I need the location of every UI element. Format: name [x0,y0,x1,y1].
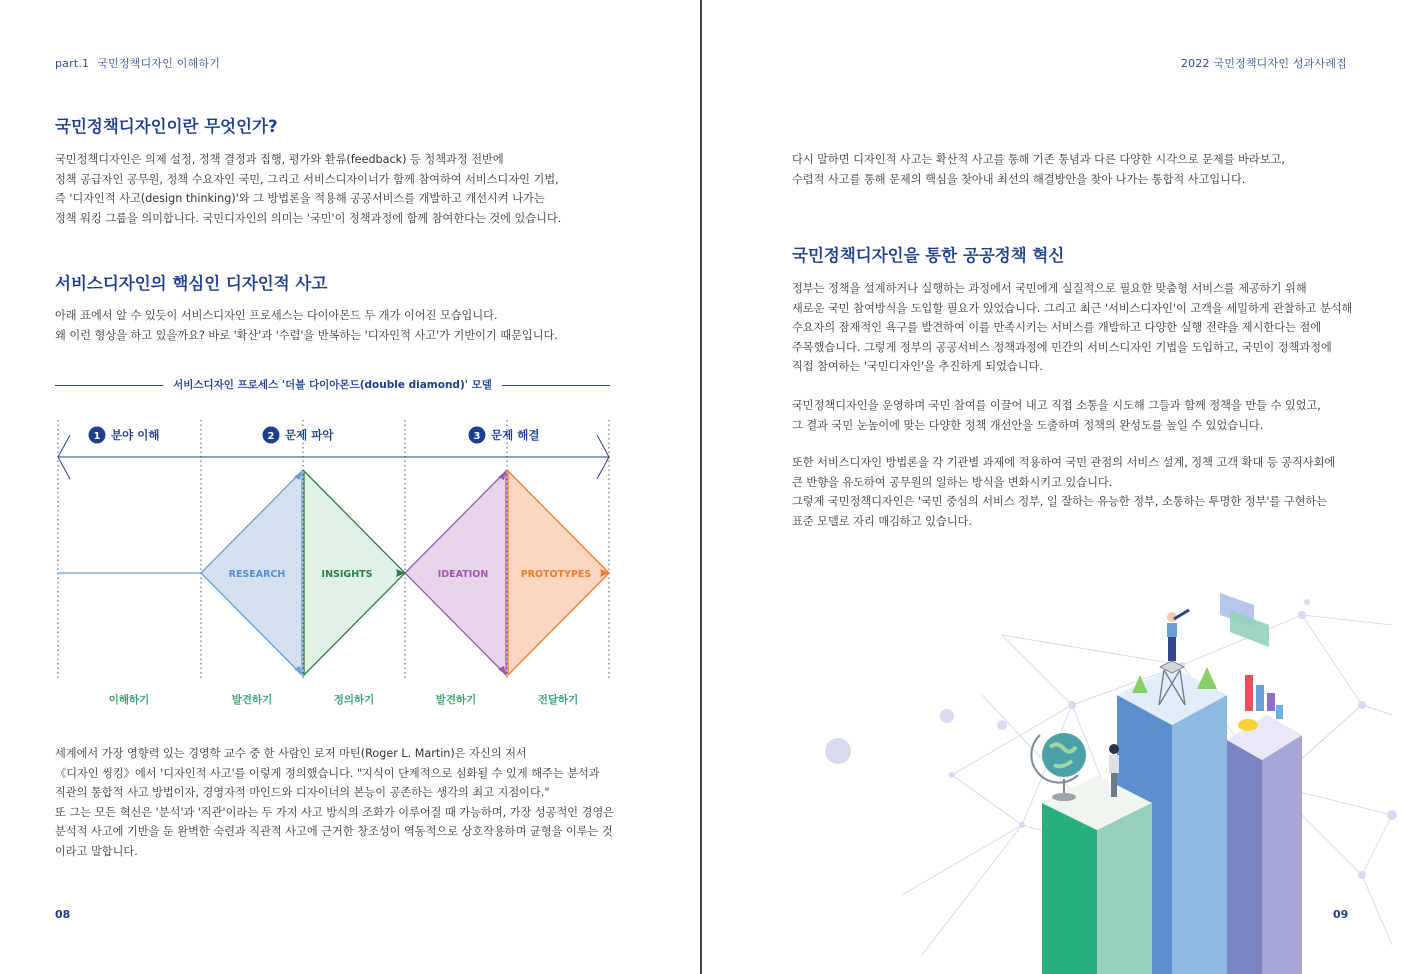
left-page [0,0,700,974]
phase-number: 2 [267,431,275,442]
mini-bar [1267,693,1275,711]
bar-green-front [1097,803,1152,974]
body-line: 새로운 국민 참여방식을 도입할 필요가 있었습니다. 그리고 최근 '서비스디자인'이 고객을 세밀하게 관찰하고 분석해 [792,301,1353,315]
innovation-paragraph-1 [792,279,1352,377]
body-line: 또한 서비스디자인 방법론을 각 기관별 과제에 적용하여 국민 관점의 서비스 설계, 정책 고객 확대 등 공직사회에 [792,456,1336,469]
bar-blue-front [1172,695,1227,974]
stage-label: 발견하기 [435,694,477,706]
body-line: 《디자인 씽킹》에서 '디자인적 사고'를 이렇게 정의했습니다. "지식이 단계적으로 심화될 수 있게 해주는 분석과 [55,766,600,780]
network-node [1019,822,1025,828]
body-line: 세계에서 가장 영향력 있는 경영학 교수 중 한 사람인 로저 마틴(Roger L. Martin)은 자신의 저서 [55,747,527,760]
body-line: 국민정책디자인을 운영하며 국민 참여를 이끌어 내고 직접 소통을 시도해 그들과 함께 정책을 만들 수 있었고, [792,399,1321,412]
person-shirt [1109,755,1119,773]
running-head-right: 2022 국민정책디자인 성과사례집 [1180,57,1347,70]
phase-3 [469,427,540,444]
bar-purple-side [1227,740,1262,974]
section-body-design-thinking [55,306,558,345]
body-line: 정책 공급자인 공무원, 정책 수요자인 국민, 그리고 서비스디자이너가 함께 참여하여 서비스디자인 기법, [55,172,559,186]
body-line: 수요자의 잠재적인 욕구를 발견하여 이를 만족시키는 서비스를 개발하고 다양한 실행 전략을 제시한다는 점에 [792,321,1321,334]
network-node [1298,611,1306,619]
stage-label: 정의하기 [333,694,375,706]
body-line: 국민정책디자인은 의제 설정, 정책 결정과 집행, 평가와 환류(feedback) 등 정책과정 전반에 [55,153,504,166]
body-line: 큰 반향을 유도하여 공무원의 일하는 방식을 변화시키고 있습니다. [792,475,1113,489]
phase-1 [89,427,160,444]
network-node [940,709,954,723]
bar-green-side [1042,803,1097,974]
diagram-title [55,377,610,393]
person-with-telescope [1167,610,1189,661]
body-line: 또 그는 모든 혁신은 '분석'과 '직관'이라는 두 가지 사고 방식의 조화가 이루어질 때 가능하며, 가장 성공적인 경영은 [55,805,615,819]
body-line: 정부는 정책을 설계하거나 실행하는 과정에서 국민에게 실질적으로 필요한 맞춤형 서비스를 제공하기 위해 [792,282,1307,295]
mini-pie-piece [1238,719,1258,731]
body-line: 수렴적 사고를 통해 문제의 핵심을 찾아내 최선의 해결방안을 찾아 나가는 통합적 사고입니다. [792,172,1246,186]
diagram-title-text: 서비스디자인 프로세스 '더블 다이아몬드(double diamond)' 모델 [163,379,502,391]
body-line: 다시 말하면 디자인적 사고는 확산적 사고를 통해 기존 통념과 다른 다양한 시각으로 문제를 바라보고, [792,153,1285,166]
ideation-label: IDEATION [437,569,489,580]
body-line: 주목했습니다. 그렇게 정부의 공공서비스 정책과정에 민간의 서비스디자인 기법을 도입하고, 국민이 정책과정에 [792,340,1332,354]
section-title-innovation: 국민정책디자인을 통한 공공정책 혁신 [792,246,1065,265]
innovation-paragraph-2 [792,396,1321,435]
running-head-title: 국민정책디자인 이해하기 [97,57,221,70]
stage-label: 발견하기 [231,694,273,706]
intro-paragraph [792,150,1285,189]
phase-2 [263,427,335,444]
phase-label: 분야 이해 [111,428,160,442]
network-node [1304,599,1310,605]
phase-label: 문제 해결 [491,428,540,442]
insights-label: INSIGHTS [321,569,373,580]
section-title-design-thinking: 서비스디자인의 핵심인 디자인적 사고 [55,274,328,293]
body-line: 왜 이런 형상을 하고 있을까요? 바로 '확산'과 '수렴'을 반복하는 '디자인적 사고'가 기반이기 때문입니다. [55,328,558,342]
stage-label: 이해하기 [108,694,150,706]
bar-purple-front [1262,735,1302,974]
innovation-paragraph-3 [792,453,1335,531]
network-node [1358,701,1366,709]
body-line: 직관의 통합적 사고 방법이자, 경영자적 마인드와 디자이너의 본능이 공존하는 생각의 최고 지점이다." [55,786,550,799]
research-label: RESEARCH [228,569,286,580]
network-node [949,772,955,778]
body-line: 즉 '디자인적 사고(design thinking)'와 그 방법론을 적용해 공공서비스를 개발하고 개선시켜 나가는 [55,192,545,205]
growth-bars-illustration [802,575,1402,974]
network-node [825,738,851,764]
network-node [997,720,1007,730]
double-diamond-diagram [40,415,630,715]
phase-number: 3 [473,431,481,442]
body-line: 아래 표에서 알 수 있듯이 서비스디자인 프로세스는 다이아몬드 두 개가 이어진 모습입니다. [55,309,498,322]
body-line: 이라고 말합니다. [55,844,138,858]
tree-icon [1197,667,1217,689]
body-line: 표준 모델로 자리 매김하고 있습니다. [792,514,972,528]
body-line: 정책 워킹 그룹을 의미합니다. 국민디자인의 의미는 '국민'이 정책과정에 함께 참여한다는 것에 있습니다. [55,211,562,225]
mini-bar [1276,705,1283,719]
body-line: 직접 참여하는 '국민디자인'을 추진하게 되었습니다. [792,360,1043,373]
section-title-policy-design: 국민정책디자인이란 무엇인가? [55,117,278,136]
network-node [1387,810,1397,820]
running-head-left [55,55,220,71]
person-head [1109,744,1119,754]
mini-bar [1256,685,1264,711]
phase-label: 문제 파악 [285,428,334,442]
globe-sphere [1042,733,1086,777]
page-number-right: 09 [1333,908,1349,921]
person-shirt [1167,623,1177,637]
person-body [1168,635,1176,661]
network-node [1068,701,1076,709]
phase-number: 1 [93,431,101,442]
section-body-roger-martin [55,744,614,861]
section-body-policy-design [55,150,561,228]
running-head-part: part.1 [55,57,90,70]
body-line: 그 결과 국민 눈높이에 맞는 다양한 정책 개선안을 도출하며 정책의 완성도를 높일 수 있었습니다. [792,418,1264,432]
person-legs [1111,771,1117,797]
network-line [922,775,1022,955]
body-line: 분석적 사고에 기반을 둔 완벽한 숙련과 직관적 사고에 근거한 창조성이 역동적으로 상호작용하며 균형을 이루는 것 [55,825,613,838]
right-page [702,0,1402,974]
network-node [1358,871,1366,879]
network-line [1362,815,1392,875]
globe-base [1052,793,1076,801]
stage-label: 전달하기 [537,694,579,706]
page-number-left: 08 [55,908,71,921]
prototypes-label: PROTOTYPES [520,569,592,580]
mini-bar [1245,675,1253,711]
body-line: 그렇게 국민정책디자인은 '국민 중심의 서비스 정부, 일 잘하는 유능한 정부, 소통하는 투명한 정부'를 구현하는 [792,495,1328,508]
